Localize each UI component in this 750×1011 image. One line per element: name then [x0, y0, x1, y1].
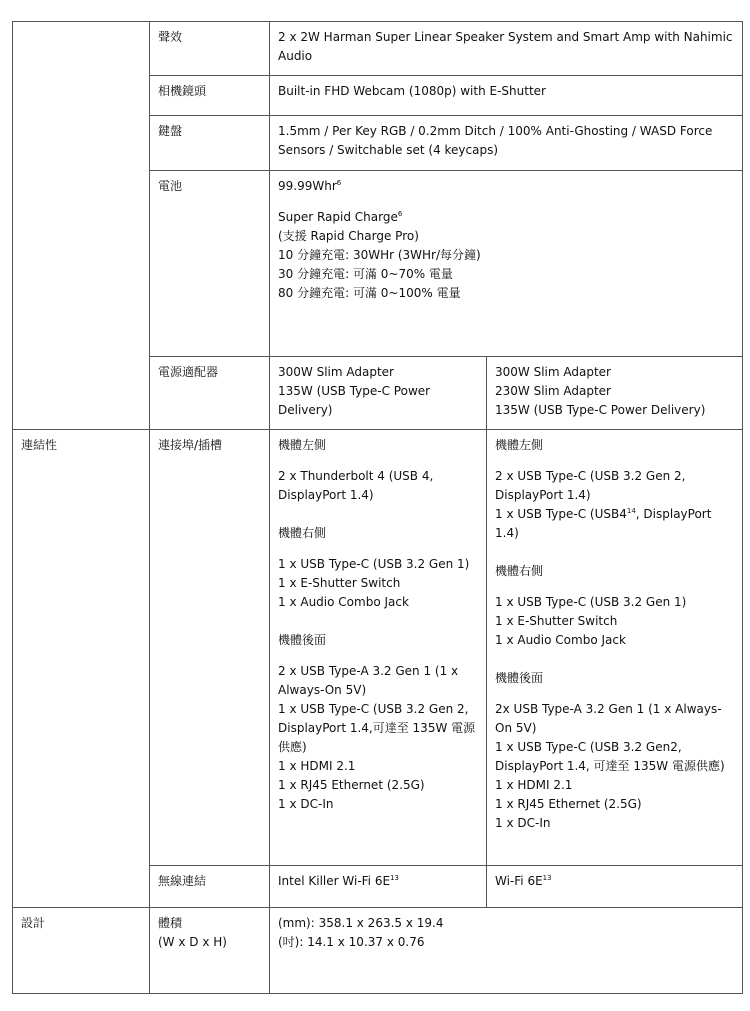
footnote-ref: 14 [626, 507, 636, 515]
ports-section-title: 機體後面 [278, 633, 327, 647]
battery-label: 電池 [150, 171, 270, 357]
battery-value [270, 171, 743, 357]
size-label-cell [150, 908, 270, 994]
footnote-ref: 13 [390, 874, 399, 882]
wireless-col1: Intel Killer Wi-Fi $6E^{13}$ [270, 866, 487, 908]
battery-charge-title: Super Rapid Charge$^6$ [278, 210, 403, 224]
keyboard-label: 鍵盤 [150, 116, 270, 171]
adapter-col1: 300W Slim Adapter 135W (USB Type-C Power Delivery) [270, 357, 487, 430]
size-label: 體積 [158, 916, 183, 930]
battery-line: 80 分鐘充電: 可滿 0~100% 電量 [278, 286, 461, 300]
ports-label: 連接埠/插槽 [150, 430, 270, 866]
adapter-label: 電源適配器 [150, 357, 270, 430]
audio-label: 聲效 [150, 22, 270, 76]
ports-section-title: 機體左側 [278, 438, 327, 452]
camera-label: 相機鏡頭 [150, 76, 270, 116]
size-sub-label: (W x D x H) [158, 935, 227, 949]
ports-section-title: 機體右側 [495, 564, 544, 578]
battery-line: (支援 Rapid Charge Pro) [278, 229, 419, 243]
category-connectivity: 連結性 [13, 430, 150, 908]
row-design [13, 908, 743, 994]
ports-col1: 機體左側 2 x Thunderbolt 4 (USB 4, DisplayPort 1.4) 機體右側 1 x USB Type-C (USB 3.2 Gen 1) 1 x E-Shutter Switch 1 x Audio Combo Jack 機體後面 2 x USB Type-A 3.2 Gen 1 (1 x Always-On 5V) 1 x USB Type-C (USB 3.2 Gen 2, DisplayPort 1.4,可達至 135W 電源供應) 1 x HDMI 2.1 1 x RJ45 Ethernet (2.5G) 1 x DC-In [270, 430, 487, 866]
footnote-ref: 13 [542, 874, 552, 882]
battery-line: 30 分鐘充電: 可滿 0~70% 電量 [278, 267, 453, 281]
row-audio [13, 22, 743, 76]
ports-section-title: 機體後面 [495, 671, 544, 685]
wireless-label: 無線連結 [150, 866, 270, 908]
category-design: 設計 [13, 908, 150, 994]
size-value: (mm): 358.1 x 263.5 x 19.4 (吋): 14.1 x 10.37 x 0.76 [270, 908, 743, 994]
battery-capacity: 99.99Whr$^6$ [278, 179, 342, 193]
footnote-ref: 6 [397, 210, 403, 218]
keyboard-value: 1.5mm / Per Key RGB / 0.2mm Ditch / 100% Anti-Ghosting / WASD Force Sensors / Switchable set (4 keycaps) [270, 116, 743, 171]
battery-line: 10 分鐘充電: 30WHr (3WHr/每分鐘) [278, 248, 481, 262]
adapter-col2: 300W Slim Adapter 230W Slim Adapter 135W (USB Type-C Power Delivery) [487, 357, 743, 430]
audio-value: 2 x 2W Harman Super Linear Speaker System and Smart Amp with Nahimic Audio [270, 22, 743, 76]
ports-col2: 機體左側 2 x USB Type-C (USB 3.2 Gen 2, DisplayPort 1.4) 1 x USB Type-C ($USB4^{14}$, DisplayPort 1.4) 機體右側 1 x USB Type-C (USB 3.2 Gen 1) 1 x E-Shutter Switch 1 x Audio Combo Jack 機體後面 2x USB Type-A 3.2 Gen 1 (1 x Always-On 5V) 1 x USB Type-C (USB 3.2 Gen2, DisplayPort 1.4, 可達至 135W 電源供應) 1 x HDMI 2.1 1 x RJ45 Ethernet (2.5G) 1 x DC-In [487, 430, 743, 866]
ports-section-title: 機體右側 [278, 526, 327, 540]
row-ports [13, 430, 743, 866]
wireless-col2: Wi-Fi $6E^{13}$ [487, 866, 743, 908]
spec-table [12, 21, 743, 994]
ports-section-title: 機體左側 [495, 438, 544, 452]
category-cell-top [13, 22, 150, 430]
camera-value: Built-in FHD Webcam (1080p) with E-Shutter [270, 76, 743, 116]
footnote-ref: 6 [336, 179, 342, 187]
